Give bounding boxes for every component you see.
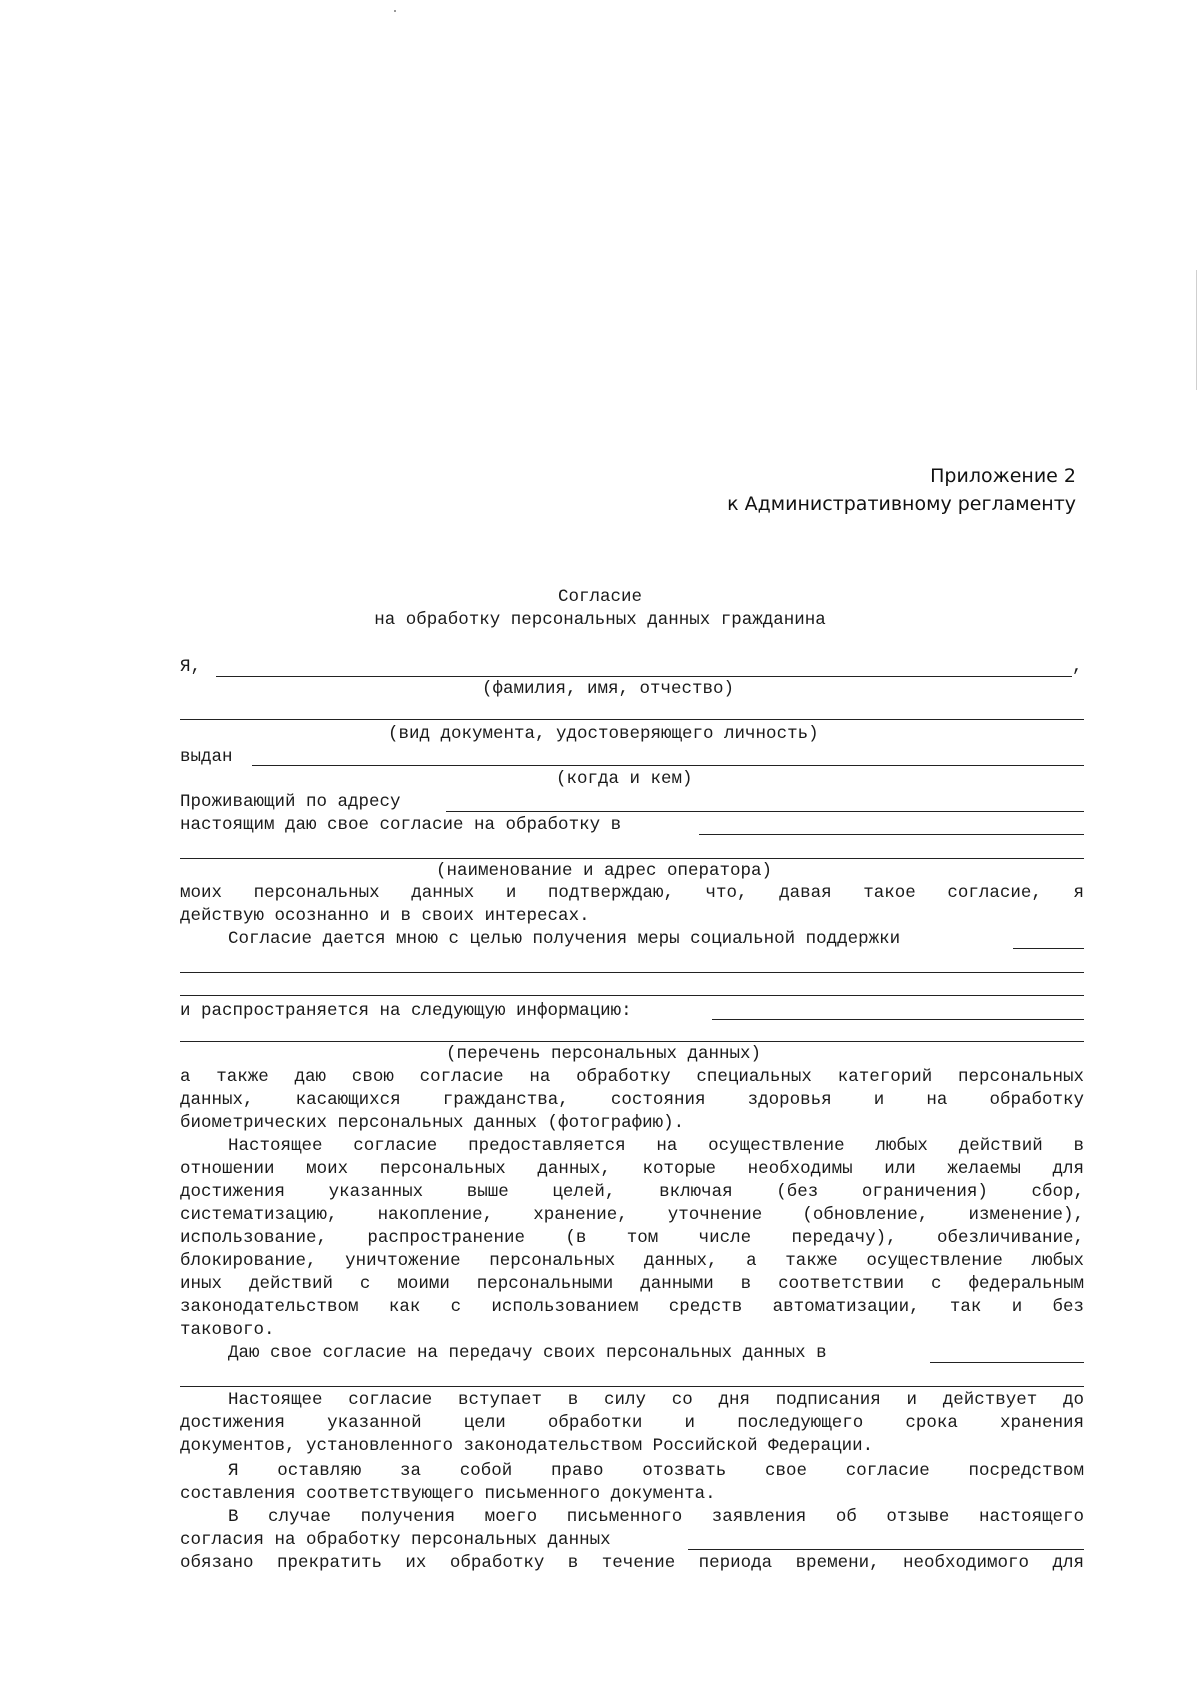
paragraph-5-line: Я оставляю за собой право отозвать свое согласие посредством — [228, 1461, 1084, 1481]
paragraph-1-line: действую осознанно и в своих интересах. — [180, 906, 590, 926]
transfer-label: Даю свое согласие на передачу своих персональных данных в — [228, 1343, 827, 1363]
paragraph-4-line: документов, установленного законодательством Российской Федерации. — [180, 1436, 874, 1456]
applies-label: и распространяется на следующую информацию: — [180, 1001, 632, 1021]
document-subtitle: на обработку персональных данных гражданина — [374, 610, 826, 630]
consent-to-label: настоящим даю свое согласие на обработку в — [180, 815, 622, 835]
operator-field-1[interactable] — [699, 834, 1084, 835]
paragraph-3-line: законодательством как с использованием средств автоматизации, так и без — [180, 1297, 1084, 1317]
issued-label: выдан — [180, 747, 233, 767]
operator-caption: (наименование и адрес оператора) — [436, 861, 773, 881]
issued-field[interactable] — [252, 765, 1084, 766]
comma-mark: , — [1072, 657, 1083, 677]
appendix-reference: к Административному регламенту — [727, 493, 1076, 515]
paragraph-4-line: Настоящее согласие вступает в силу со дня подписания и действует до — [228, 1390, 1084, 1410]
paragraph-3-line: блокирование, уничтожение персональных данных, а также осуществление любых — [180, 1251, 1084, 1271]
paragraph-6-line: обязано прекратить их обработку в течение периода времени, необходимого для — [180, 1553, 1084, 1573]
paragraph-3-line: использование, распространение (в том числе передачу), обезличивание, — [180, 1228, 1084, 1248]
paragraph-4-line: достижения указанной цели обработки и последующего срока хранения — [180, 1413, 1084, 1433]
address-field[interactable] — [446, 811, 1084, 812]
scan-speck — [394, 10, 396, 12]
pd-list-field-2[interactable] — [180, 1041, 1084, 1042]
fio-field[interactable] — [216, 676, 1072, 677]
operator-field-2[interactable] — [180, 858, 1084, 859]
paragraph-3-line: систематизацию, накопление, хранение, уточнение (обновление, изменение), — [180, 1205, 1084, 1225]
paragraph-3-line: отношении моих персональных данных, которые необходимы или желаемы для — [180, 1159, 1084, 1179]
transfer-field-2[interactable] — [180, 1386, 1084, 1387]
pd-list-caption: (перечень персональных данных) — [446, 1044, 762, 1064]
transfer-field-1[interactable] — [930, 1362, 1084, 1363]
paragraph-3-line: такового. — [180, 1320, 275, 1340]
paragraph-3-line: иных действий с моими персональными данными в соответствии с федеральным — [180, 1274, 1084, 1294]
address-label: Проживающий по адресу — [180, 792, 401, 812]
paragraph-2-line: данных, касающихся гражданства, состояния здоровья и на обработку — [180, 1090, 1084, 1110]
paragraph-6-line: В случае получения моего письменного заявления об отзыве настоящего — [228, 1507, 1084, 1527]
paragraph-2-line: биометрических персональных данных (фотографию). — [180, 1113, 685, 1133]
paragraph-3-line: Настоящее согласие предоставляется на осуществление любых действий в — [228, 1136, 1084, 1156]
purpose-label: Согласие дается мною с целью получения меры социальной поддержки — [228, 929, 901, 949]
scan-edge-mark — [1196, 270, 1197, 390]
pd-list-field-1[interactable] — [712, 1019, 1084, 1020]
document-title: Согласие — [557, 587, 642, 607]
paragraph-1-line: моих персональных данных и подтверждаю, что, давая такое согласие, я — [180, 883, 1084, 903]
fio-caption: (фамилия, имя, отчество) — [482, 679, 735, 699]
appendix-number: Приложение 2 — [930, 465, 1076, 487]
ya-label: Я, — [180, 657, 202, 677]
purpose-field-1[interactable] — [1013, 948, 1084, 949]
id-document-field[interactable] — [180, 719, 1084, 720]
paragraph-2-line: а также даю свою согласие на обработку специальных категорий персональных — [180, 1067, 1084, 1087]
issued-caption: (когда и кем) — [556, 769, 693, 789]
revocation-operator-field[interactable] — [688, 1549, 1084, 1550]
revocation-label: согласия на обработку персональных данных — [180, 1530, 611, 1550]
paragraph-5-line: составления соответствующего письменного документа. — [180, 1484, 716, 1504]
purpose-field-3[interactable] — [180, 995, 1084, 996]
id-document-caption: (вид документа, удостоверяющего личность) — [388, 724, 819, 744]
paragraph-3-line: достижения указанных выше целей, включая (без ограничения) сбор, — [180, 1182, 1084, 1202]
purpose-field-2[interactable] — [180, 972, 1084, 973]
